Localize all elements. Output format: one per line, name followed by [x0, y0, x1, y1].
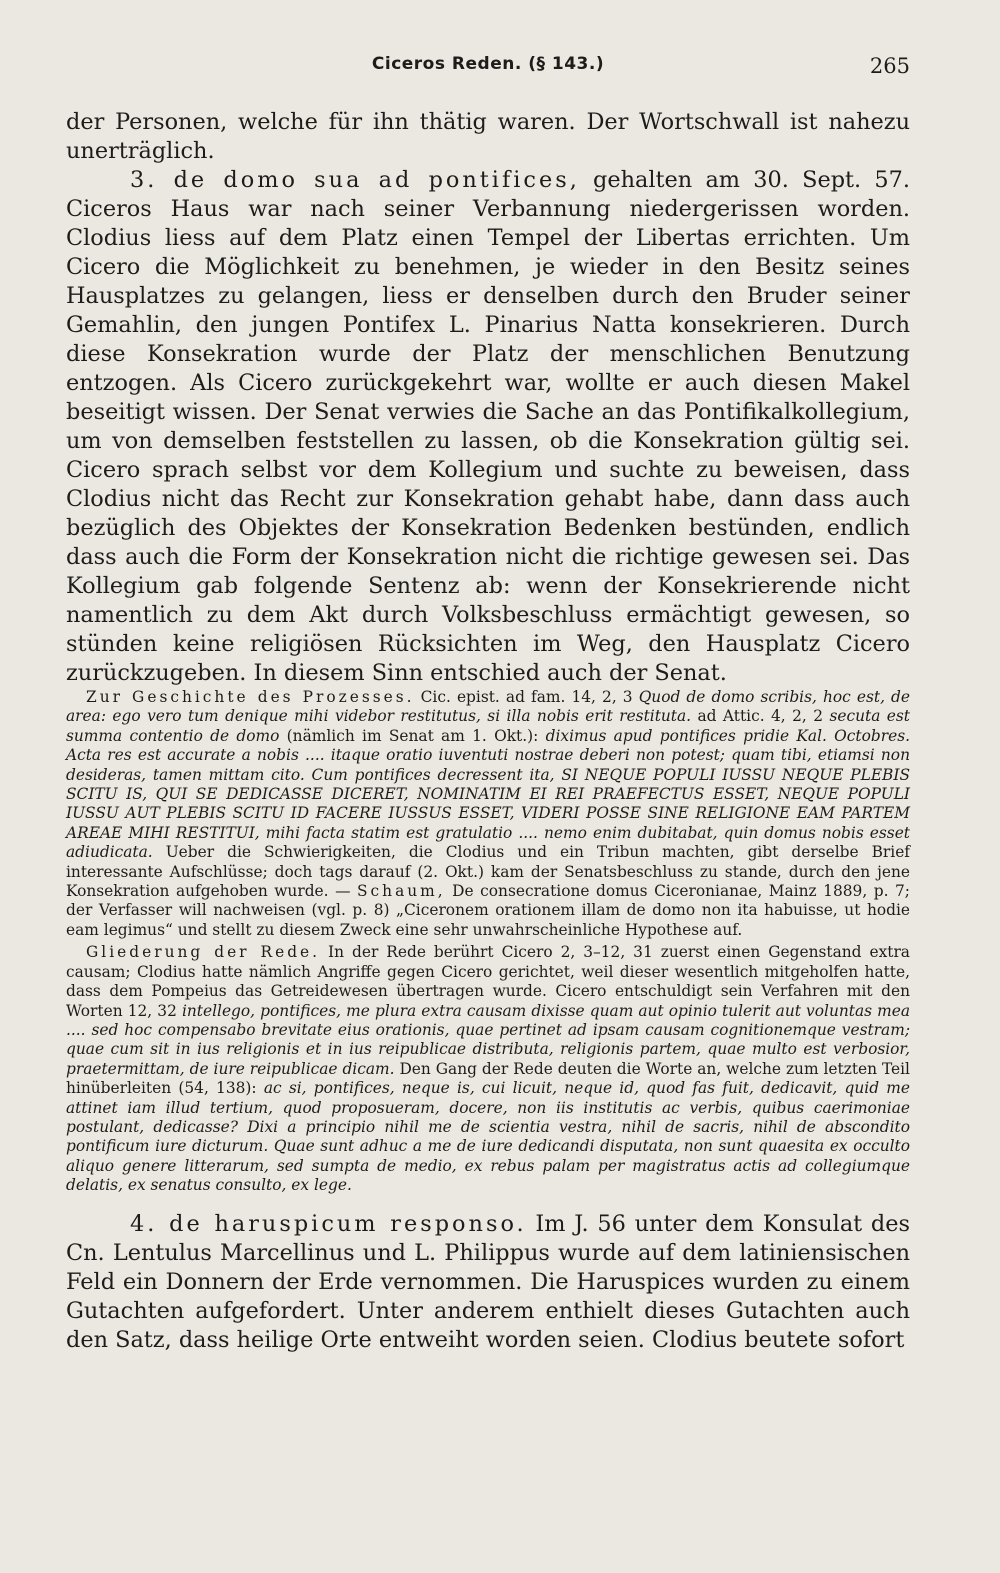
note-text: Cic. epist. ad fam. 14, 2, 3 — [414, 688, 639, 706]
note-text: In der Rede berührt Cicero 2, 3–12, 31 zuerst einen Gegenstand extra causam; Clodius hatte nämlich Angriffe gegen Cicero gerichtet, weil dieser wesentlich mitgeholfen hatte, dass dem Pompeius das Getreidewesen übertragen wurde. Cicero entschuldigt sein Verfahren mit den Worten 12, 32 — [66, 943, 910, 1020]
section-text-haruspicum: Im J. 56 unter dem Konsulat des Cn. Lentulus Marcellinus und L. Philippus wurde auf dem latiniensischen Feld ein Donnern der Erde vernommen. Die Haruspices wurden zu einem Gutachten aufgefordert. Unter anderem enthielt dieses Gutachten auch den Satz, dass heilige Orte entweiht worden seien. Clodius beutete sofort — [66, 1210, 910, 1353]
section-heading-de-domo: 3. de domo sua ad pontifices, — [130, 167, 580, 193]
body-text — [66, 108, 910, 1355]
note-text: De consecratione domus Ciceronianae, Mainz 1889, p. 7; der Verfasser will nachweisen (vgl. p. 8) „Ciceronem orationem illam de domo non ita habuisse, ut hodie eam legimus“ und stellt zu diesem Zweck eine sehr unwahrscheinliche Hypothese auf. — [66, 882, 910, 939]
note-gliederung — [66, 943, 910, 1195]
section-text-de-domo: gehalten am 30. Sept. 57. Ciceros Haus war nach seiner Verbannung niedergerissen worden. Clodius liess auf dem Platz einen Tempel der Libertas errichten. Um Cicero die Möglichkeit zu benehmen, je wieder in den Besitz seines Hausplatzes zu gelangen, liess er denselben durch den Bruder seiner Gemahlin, den jungen Pontifex L. Pinarius Natta konsekrieren. Durch diese Konsekration wurde der Platz der menschlichen Benutzung entzogen. Als Cicero zurückgekehrt war, wollte er auch diesen Makel beseitigt wissen. Der Senat verwies die Sache an das Pontifikalkollegium, um von demselben feststellen zu lassen, ob die Konsekration gültig sei. Cicero sprach selbst vor dem Kollegium und suchte zu beweisen, dass Clodius nicht das Recht zur Konsekration gehabt habe, dann dass auch bezüglich des Objektes der Konsekration Bedenken bestünden, endlich dass auch die Form der Konsekration nicht die richtige gewesen sei. Das Kollegium gab folgende Sentenz ab: wenn der Konsekrierende nicht namentlich zu dem Akt durch Volksbeschluss ermächtigt gewesen, so stünden keine religiösen Rücksichten im Weg, den Hausplatz Cicero zurückzugeben. In diesem Sinn entschied auch der Senat. — [66, 167, 910, 686]
running-header — [66, 48, 910, 78]
section-heading-haruspicum: 4. de haruspicum responso. — [130, 1210, 527, 1237]
section-de-haruspicum-responso — [66, 1210, 910, 1355]
latin-quote: ac si, pontifices, neque is, cui licuit, neque id, quod fas fuit, dedicavit, quid me attinet iam illud tertium, quod proposueram, docere, non iis institutis ac verbis, quibus caerimoniae postulant, dedicasse? Dixi a principio nihil me de scientia vestra, nihil de sacris, nihil de abscondito pontificum iure dicturum. Quae sunt adhuc a me de iure dedicandi disputata, non sunt quaesita ex occulto aliquo genere litterarum, sed sumpta de medio, ex rebus palam per magistratus actis ad collegiumque delatis, ex senatus consulto, ex lege. — [66, 1079, 910, 1195]
author-name: Schaum, — [357, 882, 446, 901]
spacer — [66, 1196, 910, 1210]
note-heading-prozess: Zur Geschichte des Prozesses. — [86, 688, 415, 706]
section-de-domo-sua — [66, 166, 910, 688]
note-text: Ueber die Schwierigkeiten, die Clodius und ein Tribun machten, gibt derselbe Brief interessante Aufschlüsse; doch tags darauf (2. Okt.) kam der Senatsbeschluss zu stande, durch den jene Konsekration aufgehoben wurde. — — [66, 843, 910, 901]
latin-quote: diximus apud pontifices pridie Kal. Octobres. Acta res est accurate a nobis .... itaque oratio iuventuti nostrae deberi non potest; quam tibi, etiamsi non desideras, tamen mittam cito. Cum pontifices decressent ita, SI NEQUE POPULI IUSSU NEQUE PLEBIS SCITU IS, QUI SE DEDICASSE DICERET, NOMINATIM EI REI PRAEFECTUS ESSET, NEQUE POPULI IUSSU AUT PLEBIS SCITU ID FACERE IUSSUS ESSET, VIDERI POSSE SINE RELIGIONE EAM PARTEM AREAE MIHI RESTITUI, mihi facta statim est gratulatio .... nemo enim dubitabat, quin domus nobis esset adiudicata. — [66, 726, 910, 862]
latin-quote: Quod de domo scribis, hoc est, de area: ego vero tum denique mihi videbor restitutus, si illa nobis erit restituta. — [66, 688, 911, 726]
note-text: ad Attic. 4, 2, 2 — [691, 707, 830, 726]
note-heading-gliederung: Gliederung der Rede. — [86, 943, 321, 962]
latin-quote: secuta est summa contentio de domo — [66, 707, 910, 745]
note-text: Den Gang der Rede deuten die Worte an, welche zum letzten Teil hinüberleiten (54, 138): — [66, 1059, 910, 1098]
note-text: (nämlich im Senat am 1. Okt.): — [279, 726, 546, 745]
page-number: 265 — [869, 54, 910, 78]
note-prozess-geschichte — [66, 688, 910, 940]
paragraph-continuation: der Personen, welche für ihn thätig waren. Der Wortschwall ist nahezu unerträglich. — [66, 109, 910, 164]
running-title: Ciceros Reden. (§ 143.) — [371, 54, 605, 74]
latin-quote: intellego, pontifices, me plura extra causam dixisse quam aut opinio tulerit aut voluntas mea .... sed hoc compensabo brevitate eius orationis, quae pertinet ad ipsam causam cognitionemque vestram; quae cum sit in ius religionis et in ius reipublicae distributa, religionis partem, quae multo est verbosior, praetermittam, de iure reipublicae dicam. — [66, 1001, 910, 1078]
